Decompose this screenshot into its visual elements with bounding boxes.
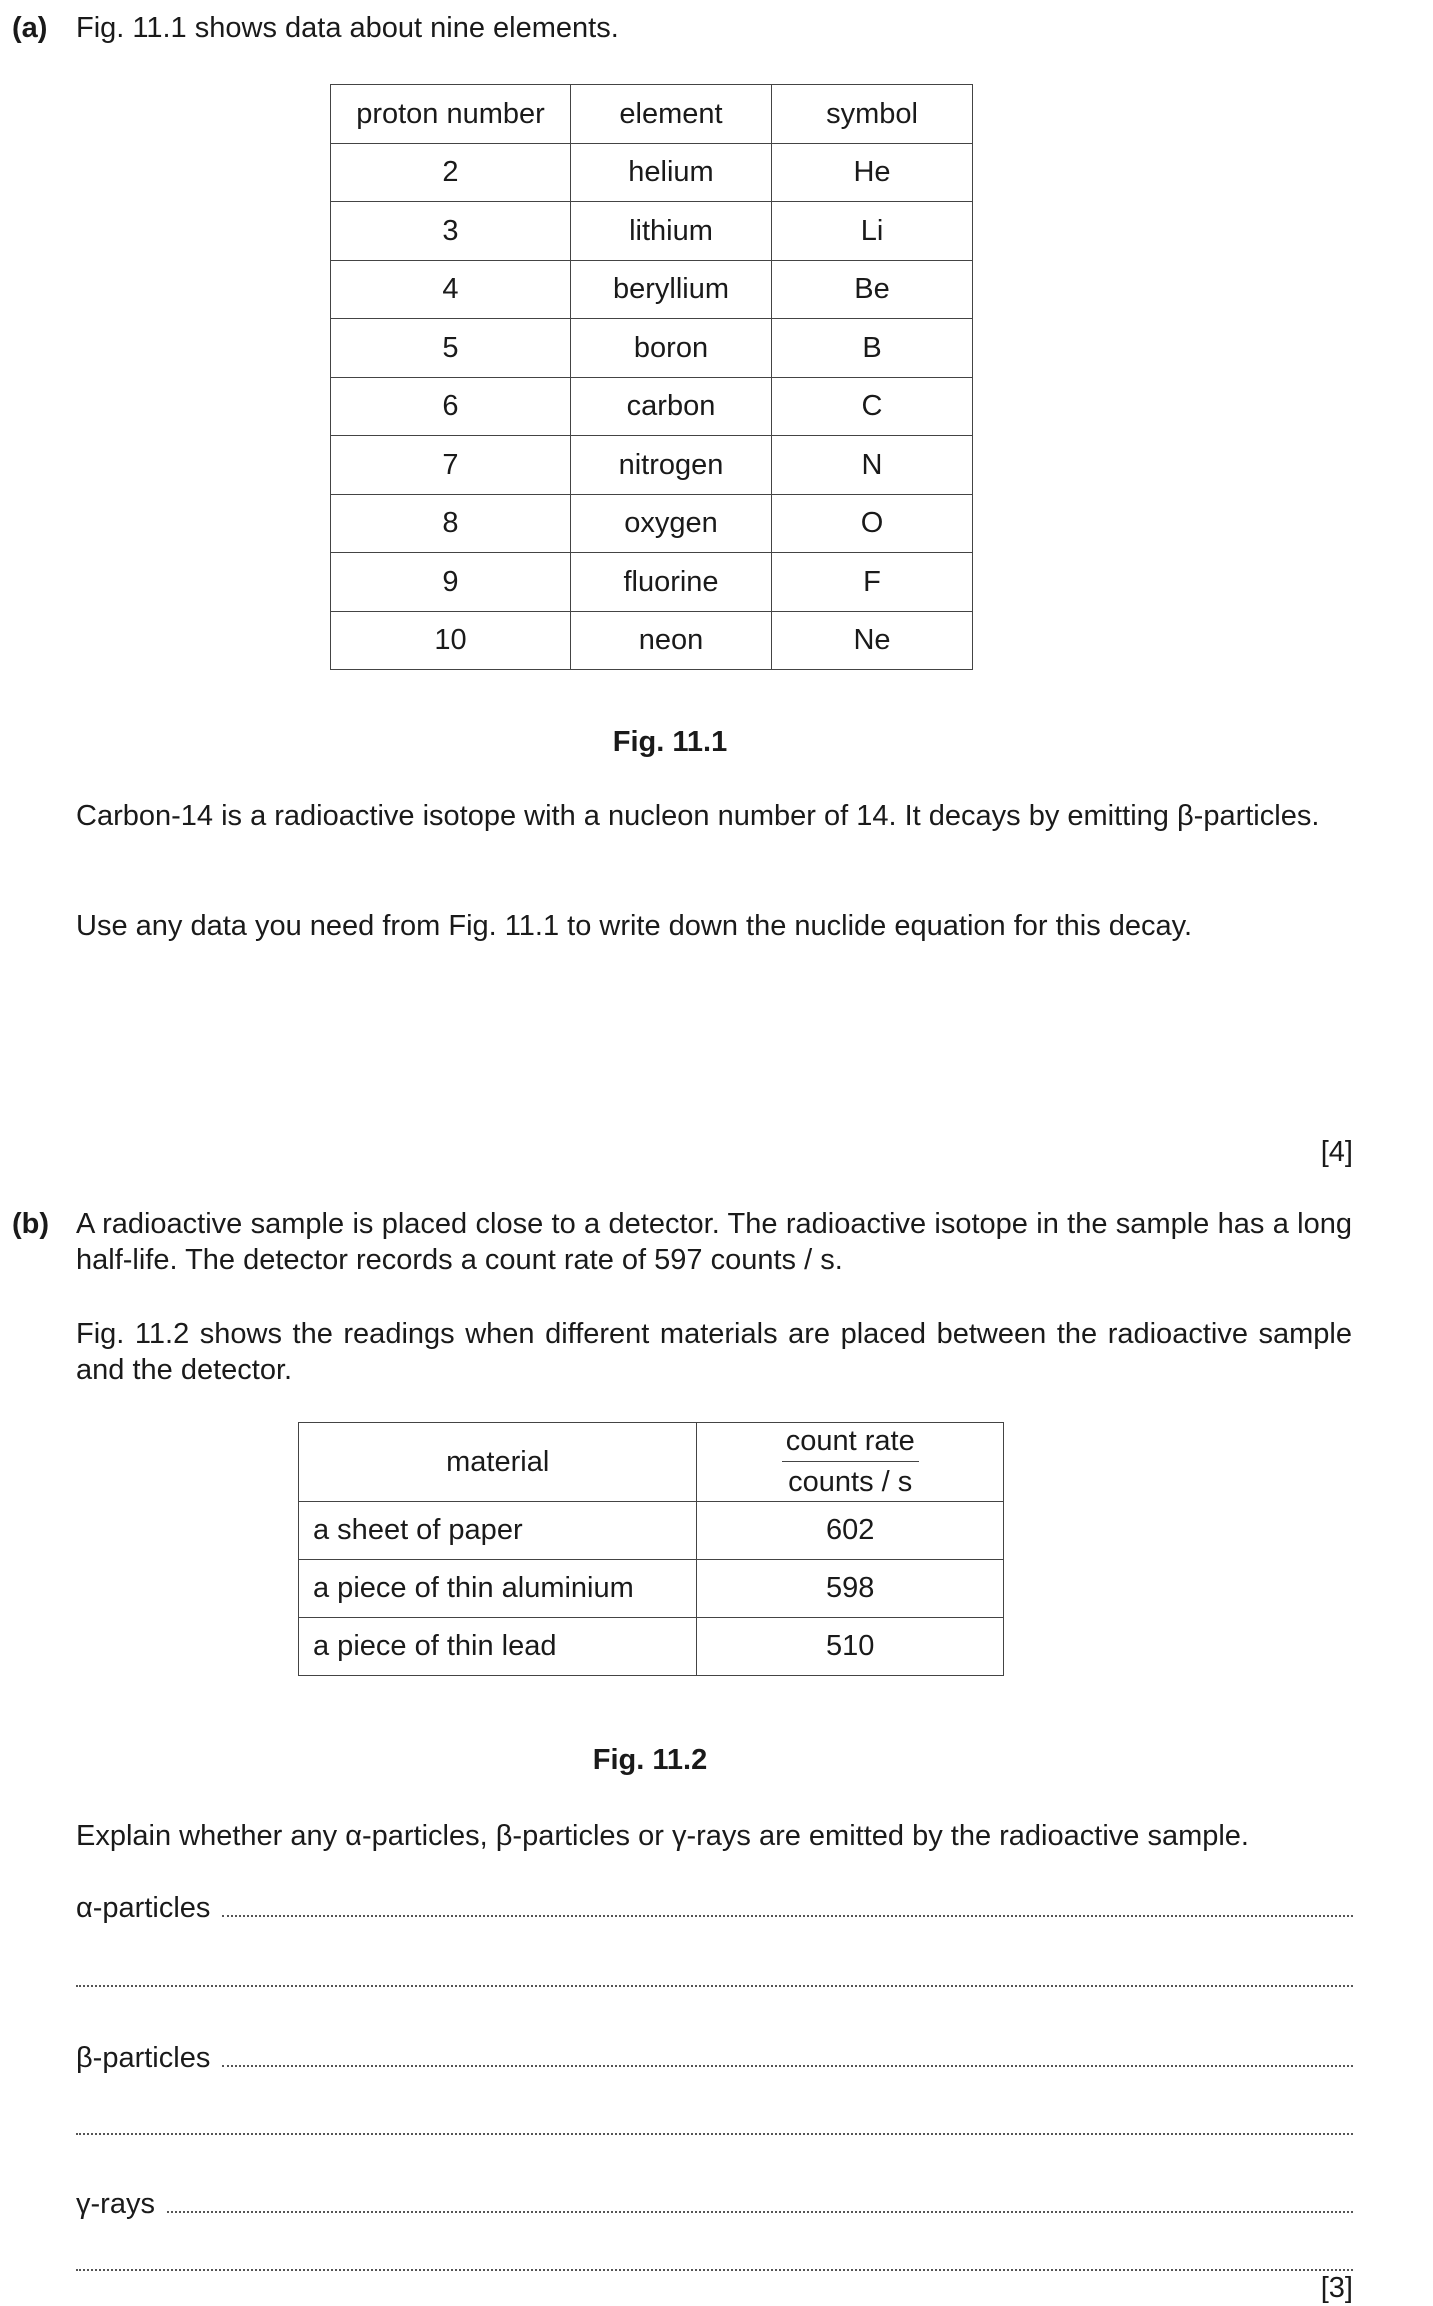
symbol-cell: C <box>772 377 973 436</box>
table-row <box>331 260 973 319</box>
part-a-text-carbon14: Carbon-14 is a radioactive isotope with a nucleon number of 14. It decays by emitting β-particles. <box>76 800 1320 832</box>
table-header-row <box>299 1423 1004 1502</box>
table-row <box>299 1501 1004 1559</box>
beta-answer-dots[interactable] <box>222 2043 1353 2067</box>
part-b-label: (b) <box>12 1208 50 1240</box>
header-symbol: symbol <box>772 85 973 144</box>
proton-number-cell: 5 <box>331 319 571 378</box>
fig-11-2-caption: Fig. 11.2 <box>592 1744 708 1776</box>
count-rate-cell: 602 <box>697 1501 1004 1559</box>
count-rate-cell: 598 <box>697 1559 1004 1617</box>
table-row <box>331 202 973 261</box>
part-b-marks: [3] <box>1320 2272 1353 2304</box>
table-row <box>331 143 973 202</box>
symbol-cell: Ne <box>772 611 973 670</box>
material-cell: a piece of thin aluminium <box>299 1559 697 1617</box>
proton-number-cell: 3 <box>331 202 571 261</box>
proton-number-cell: 10 <box>331 611 571 670</box>
proton-number-cell: 2 <box>331 143 571 202</box>
proton-number-cell: 7 <box>331 436 571 495</box>
part-a-intro: Fig. 11.1 shows data about nine elements. <box>76 12 619 44</box>
table-row <box>331 611 973 670</box>
header-element: element <box>571 85 772 144</box>
header-proton-number: proton number <box>331 85 571 144</box>
header-material: material <box>299 1423 697 1502</box>
part-a-label: (a) <box>12 12 48 44</box>
element-cell: nitrogen <box>571 436 772 495</box>
element-cell: lithium <box>571 202 772 261</box>
alpha-answer-line[interactable] <box>76 1890 1353 1926</box>
beta-answer-line[interactable] <box>76 2040 1353 2076</box>
proton-number-cell: 8 <box>331 494 571 553</box>
element-cell: helium <box>571 143 772 202</box>
beta-label: β-particles <box>76 2042 211 2074</box>
element-cell: fluorine <box>571 553 772 612</box>
table-row <box>331 319 973 378</box>
symbol-cell: He <box>772 143 973 202</box>
fig-11-1-caption: Fig. 11.1 <box>612 726 728 758</box>
alpha-label: α-particles <box>76 1892 211 1924</box>
proton-number-cell: 6 <box>331 377 571 436</box>
element-cell: carbon <box>571 377 772 436</box>
materials-table <box>298 1422 1004 1676</box>
part-a-marks: [4] <box>1320 1136 1353 1168</box>
gamma-answer-continuation[interactable] <box>76 2268 1353 2271</box>
symbol-cell: B <box>772 319 973 378</box>
table-row <box>331 436 973 495</box>
header-count-rate-quantity: count rate <box>782 1423 919 1462</box>
symbol-cell: Be <box>772 260 973 319</box>
material-cell: a sheet of paper <box>299 1501 697 1559</box>
proton-number-cell: 4 <box>331 260 571 319</box>
gamma-label: γ-rays <box>76 2188 155 2220</box>
element-cell: oxygen <box>571 494 772 553</box>
material-cell: a piece of thin lead <box>299 1617 697 1675</box>
part-b-text-readings: Fig. 11.2 shows the readings when different materials are placed between the radioactive sample and the detector. <box>76 1318 1352 1387</box>
element-cell: neon <box>571 611 772 670</box>
symbol-cell: Li <box>772 202 973 261</box>
table-row <box>299 1559 1004 1617</box>
header-count-rate <box>697 1423 1004 1502</box>
alpha-answer-dots[interactable] <box>222 1893 1353 1917</box>
header-count-rate-unit: counts / s <box>788 1466 913 1499</box>
element-cell: beryllium <box>571 260 772 319</box>
elements-table <box>330 84 973 670</box>
gamma-answer-dots[interactable] <box>167 2189 1353 2213</box>
part-b-text-detector: A radioactive sample is placed close to a detector. The radioactive isotope in the sample has a long half-life. The detector records a count rate of 597 counts / s. <box>76 1208 1352 1277</box>
symbol-cell: O <box>772 494 973 553</box>
count-rate-cell: 510 <box>697 1617 1004 1675</box>
alpha-answer-continuation[interactable] <box>76 1984 1353 1987</box>
table-header-row <box>331 85 973 144</box>
table-row <box>299 1617 1004 1675</box>
gamma-answer-line[interactable] <box>76 2186 1353 2222</box>
beta-answer-continuation[interactable] <box>76 2132 1353 2135</box>
symbol-cell: F <box>772 553 973 612</box>
symbol-cell: N <box>772 436 973 495</box>
table-row <box>331 553 973 612</box>
part-b-question: Explain whether any α-particles, β-particles or γ-rays are emitted by the radioactive sample. <box>76 1820 1249 1852</box>
element-cell: boron <box>571 319 772 378</box>
part-a-text-instruction: Use any data you need from Fig. 11.1 to write down the nuclide equation for this decay. <box>76 910 1193 942</box>
table-row <box>331 494 973 553</box>
proton-number-cell: 9 <box>331 553 571 612</box>
table-row <box>331 377 973 436</box>
